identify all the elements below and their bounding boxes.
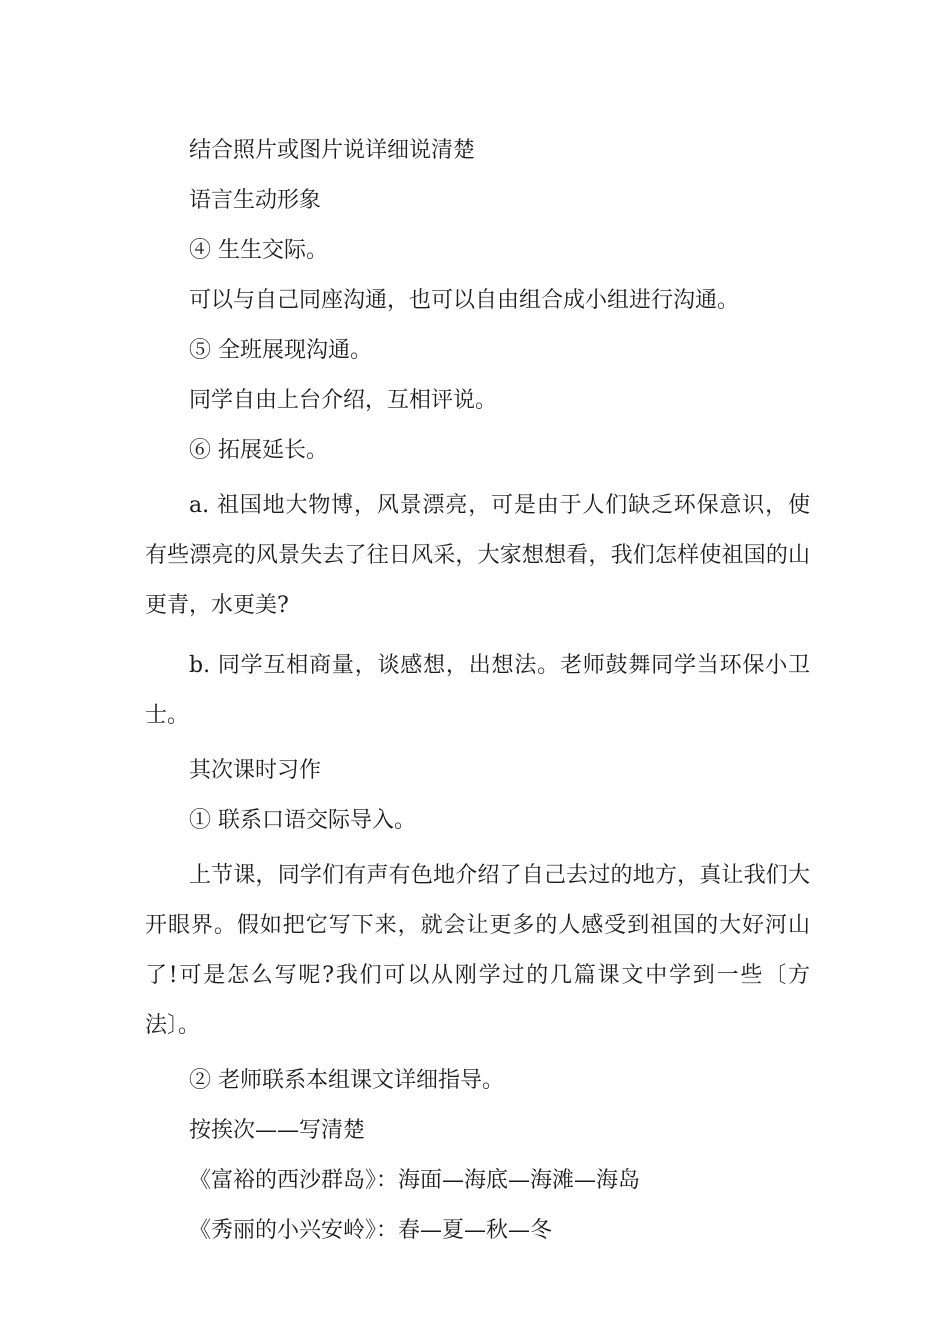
paragraph: 结合照片或图片说详细说清楚 (189, 138, 476, 163)
paragraph: 同学自由上台介绍，互相评说。 (189, 388, 498, 413)
paragraph: ④ 生生交际。 (189, 238, 328, 263)
document-body (145, 131, 810, 1261)
paragraph: 可以与自己同座沟通，也可以自由组合成小组进行沟通。 (189, 288, 740, 313)
paragraph: 按挨次——写清楚 (189, 1118, 366, 1143)
paragraph: ② 老师联系本组课文详细指导。 (189, 1068, 504, 1093)
paragraph: ⑤ 全班展现沟通。 (189, 338, 372, 363)
paragraph: a. 祖国地大物博，风景漂亮，可是由于人们缺乏环保意识，使有些漂亮的风景失去了往日风采，大家想想看，我们怎样使祖国的山更青，水更美? (145, 493, 810, 618)
paragraph: 语言生动形象 (189, 188, 322, 213)
paragraph: 《富裕的西沙群岛》：海面—海底—海滩—海岛 (189, 1168, 641, 1193)
paragraph: 《秀丽的小兴安岭》：春—夏—秋—冬 (189, 1218, 553, 1243)
paragraph: ⑥ 拓展延长。 (189, 438, 328, 463)
paragraph: 其次课时习作 (189, 758, 322, 783)
paragraph: b. 同学互相商量，谈感想，出想法。老师鼓舞同学当环保小卫士。 (145, 653, 810, 728)
paragraph: ① 联系口语交际导入。 (189, 808, 416, 833)
paragraph: 上节课，同学们有声有色地介绍了自己去过的地方，真让我们大开眼界。假如把它写下来，就会让更多的人感受到祖国的大好河山了!可是怎么写呢?我们可以从刚学过的几篇课文中学到一些〔方法〕。 (145, 863, 810, 1038)
